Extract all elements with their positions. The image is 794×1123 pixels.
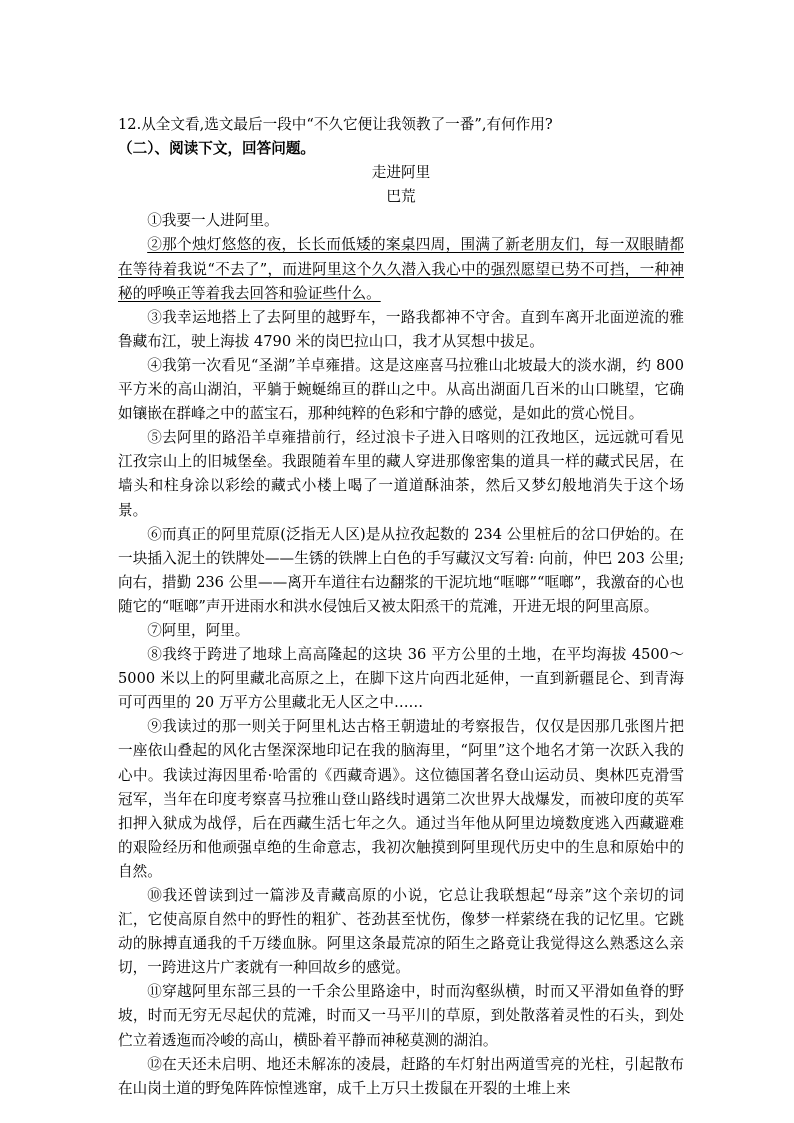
paragraph-4: ④我第一次看见“圣湖”羊卓雍措。这是这座喜马拉雅山北坡最大的淡水湖，约 800 平方米的高山湖泊，平躺于蜿蜒绵亘的群山之中。从高出湖面几百米的山口眺望，它确如镶嵌在群峰之中的蓝宝石，那种纯粹的色彩和宁静的感觉，是如此的赏心悦目。 bbox=[118, 356, 684, 423]
paragraph-11: ⑪穿越阿里东部三县的一千余公里路途中，时而沟壑纵横，时而又平滑如鱼脊的野坡，时而无穷无尽起伏的荒滩，时而又一马平川的草原，到处散落着灵性的石头，到处伫立着透迤而冷峻的高山，横卧着平静而神秘莫测的湖泊。 bbox=[118, 983, 684, 1049]
paragraph-7: ⑦阿里，阿里。 bbox=[147, 621, 250, 639]
paragraph-2: ②那个烛灯悠悠的夜，长长而低矮的案桌四周，围满了新老朋友们，每一双眼睛都在等待着我说“不去了”，而进阿里这个久久潜入我心中的强烈愿望已势不可挡，一种神秘的呼唤正等着我去回答和验证些什么。 bbox=[118, 236, 684, 302]
paragraph-3: ③我幸运地搭上了去阿里的越野车，一路我都神不守舍。直到车离开北面逆流的雅鲁藏布江，驶上海拔 4790 米的岗巴拉山口，我才从冥想中拔足。 bbox=[118, 308, 684, 350]
paragraph-5: ⑤去阿里的路沿羊卓雍措前行，经过浪卡子进入日喀则的江孜地区，远远就可看见江孜宗山上的旧城堡垒。我跟随着车里的藏人穿进那像密集的道具一样的藏式民居，在墙头和柱身涂以彩绘的藏式小楼上喝了一道道酥油茶，然后又梦幻般地消失于这个场景。 bbox=[118, 429, 684, 519]
paragraph-12: ⑫在天还未启明、地还未解冻的凌晨，赶路的车灯射出两道雪亮的光柱，引起散布在山岗土道的野兔阵阵惊惶逃窜，成千上万只土拨鼠在开裂的土堆上来 bbox=[118, 1055, 684, 1097]
paragraph-10: ⑩我还曾读到过一篇涉及青藏高原的小说，它总让我联想起“母亲”这个亲切的词汇，它使高原自然中的野性的粗犷、苍劲甚至忧伤，像梦一样萦绕在我的记忆里。它跳动的脉搏直通我的千万缕血脉。阿里这条最荒凉的陌生之路竟让我觉得这么熟悉这么亲切，一跨进这片广袤就有一种回故乡的感觉。 bbox=[118, 887, 684, 977]
question-12: 12.从全文看,选文最后一段中“不久它便让我领教了一番”,有何作用? bbox=[118, 116, 553, 133]
paragraph-9: ⑨我读过的那一则关于阿里札达古格王朝遗址的考察报告，仅仅是因那几张图片把一座依山叠起的风化古堡深深地印记在我的脑海里，“阿里”这个地名才第一次跃入我的心中。我读过海因里希·哈雷的《西藏奇遇》。这位德国著名登山运动员、奥林匹克滑雪冠军，当年在印度考察喜马拉雅山登山路线时遇第二次世界大战爆发，而被印度的英军扣押入狱成为战俘，后在西藏生活七年之久。通过当年他从阿里边境数度逃入西藏避难的艰险经历和他顽强卓绝的生命意志，我初次触摸到阿里现代历史中的生息和原始中的自然。 bbox=[118, 718, 684, 880]
section-heading: （二）、阅读下文，回答问题。 bbox=[118, 140, 316, 158]
document-page bbox=[118, 113, 684, 1101]
article-title: 走进阿里 bbox=[371, 164, 431, 182]
article-author: 巴荒 bbox=[386, 188, 416, 206]
paragraph-1: ①我要一人进阿里。 bbox=[147, 212, 279, 230]
paragraph-6: ⑥而真正的阿里荒原(泛指无人区)是从拉孜起数的 234 公里桩后的岔口伊始的。在一块插入泥土的铁牌处——生锈的铁牌上白色的手写藏汉文写着: 向前，仲巴 203 公里; 向右，措勤 236 公里——离开车道往右边翻浆的干泥坑地“哐啷”“哐啷”，我激奋的心也随它的“哐啷”声开进雨水和洪水侵蚀后又被太阳烝干的荒滩，开进无垠的阿里高原。 bbox=[118, 525, 684, 615]
paragraph-8: ⑧我终于跨进了地球上高高隆起的这块 36 平方公里的土地，在平均海拔 4500～5000 米以上的阿里藏北高原之上，在脚下这片向西北延伸，一直到新疆昆仑、到青海可可西里的 20 万平方公里藏北无人区之中…… bbox=[118, 646, 684, 712]
